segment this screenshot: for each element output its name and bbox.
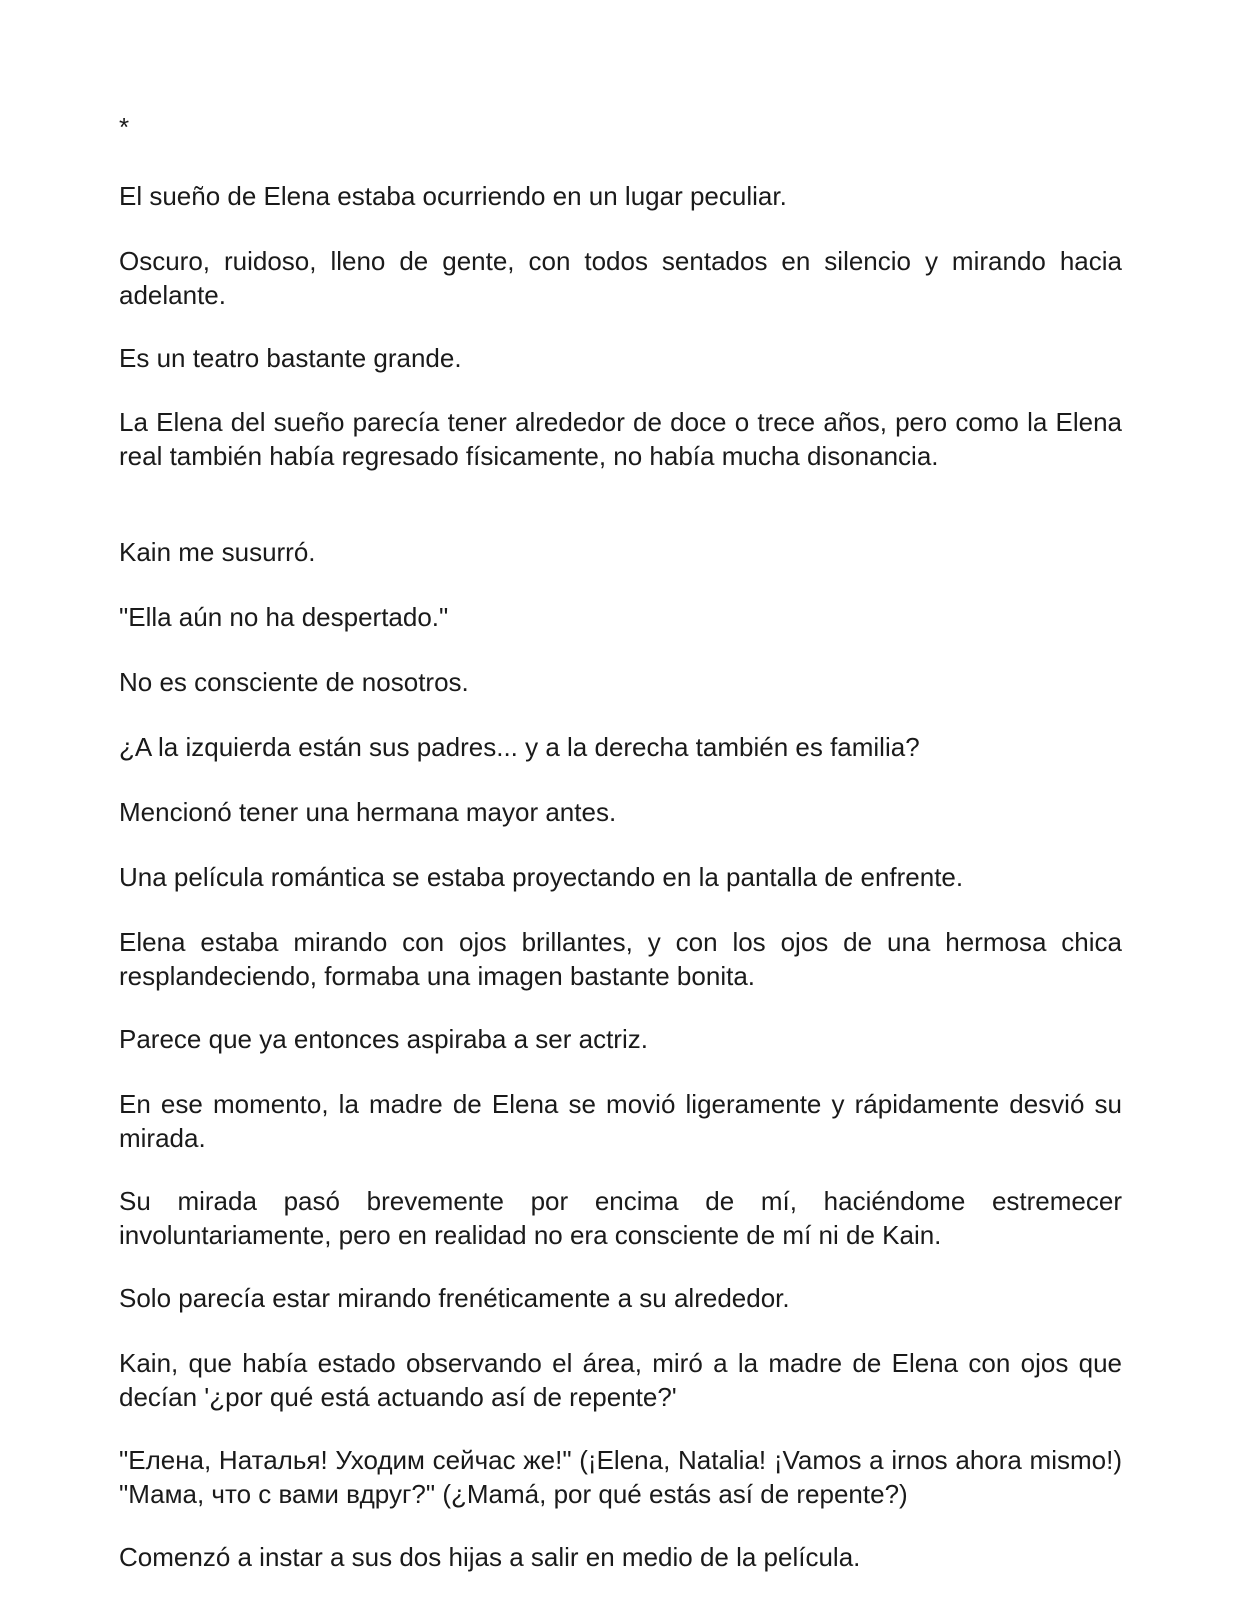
paragraph: Su mirada pasó brevemente por encima de mí, haciéndome estremecer involuntariamente, pero en realidad no era consciente de mí ni de Kain. xyxy=(119,1186,1122,1250)
paragraph: Comenzó a instar a sus dos hijas a salir en medio de la película. xyxy=(119,1542,861,1572)
scene-separator: * xyxy=(119,112,130,142)
paragraph: Una película romántica se estaba proyectando en la pantalla de enfrente. xyxy=(119,862,964,892)
paragraph: Kain, que había estado observando el área, miró a la madre de Elena con ojos que decían '¿por qué está actuando así de repente?' xyxy=(119,1348,1122,1412)
paragraph: "Ella aún no ha despertado." xyxy=(119,602,449,632)
paragraph: El sueño de Elena estaba ocurriendo en un lugar peculiar. xyxy=(119,181,787,211)
paragraph: ¿A la izquierda están sus padres... y a la derecha también es familia? xyxy=(119,732,920,762)
paragraph: En ese momento, la madre de Elena se movió ligeramente y rápidamente desvió su mirada. xyxy=(119,1089,1122,1153)
paragraph: Elena estaba mirando con ojos brillantes, y con los ojos de una hermosa chica resplandeciendo, formaba una imagen bastante bonita. xyxy=(119,927,1122,991)
paragraph: Kain me susurró. xyxy=(119,537,316,567)
paragraph: Mencionó tener una hermana mayor antes. xyxy=(119,797,617,827)
paragraph: "Елена, Наталья! Уходим сейчас же!" (¡Elena, Natalia! ¡Vamos a irnos ahora mismo!) "Мама, что с вами вдруг?" (¿Mamá, por qué estás así de repente?) xyxy=(119,1445,1122,1509)
paragraph: Parece que ya entonces aspiraba a ser actriz. xyxy=(119,1024,648,1054)
paragraph: La Elena del sueño parecía tener alrededor de doce o trece años, pero como la Elena real también había regresado físicamente, no había mucha disonancia. xyxy=(119,407,1122,471)
paragraph: Oscuro, ruidoso, lleno de gente, con todos sentados en silencio y mirando hacia adelante. xyxy=(119,246,1122,310)
paragraph: Es un teatro bastante grande. xyxy=(119,343,462,373)
paragraph: No es consciente de nosotros. xyxy=(119,667,469,697)
paragraph: Solo parecía estar mirando frenéticamente a su alrededor. xyxy=(119,1283,790,1313)
